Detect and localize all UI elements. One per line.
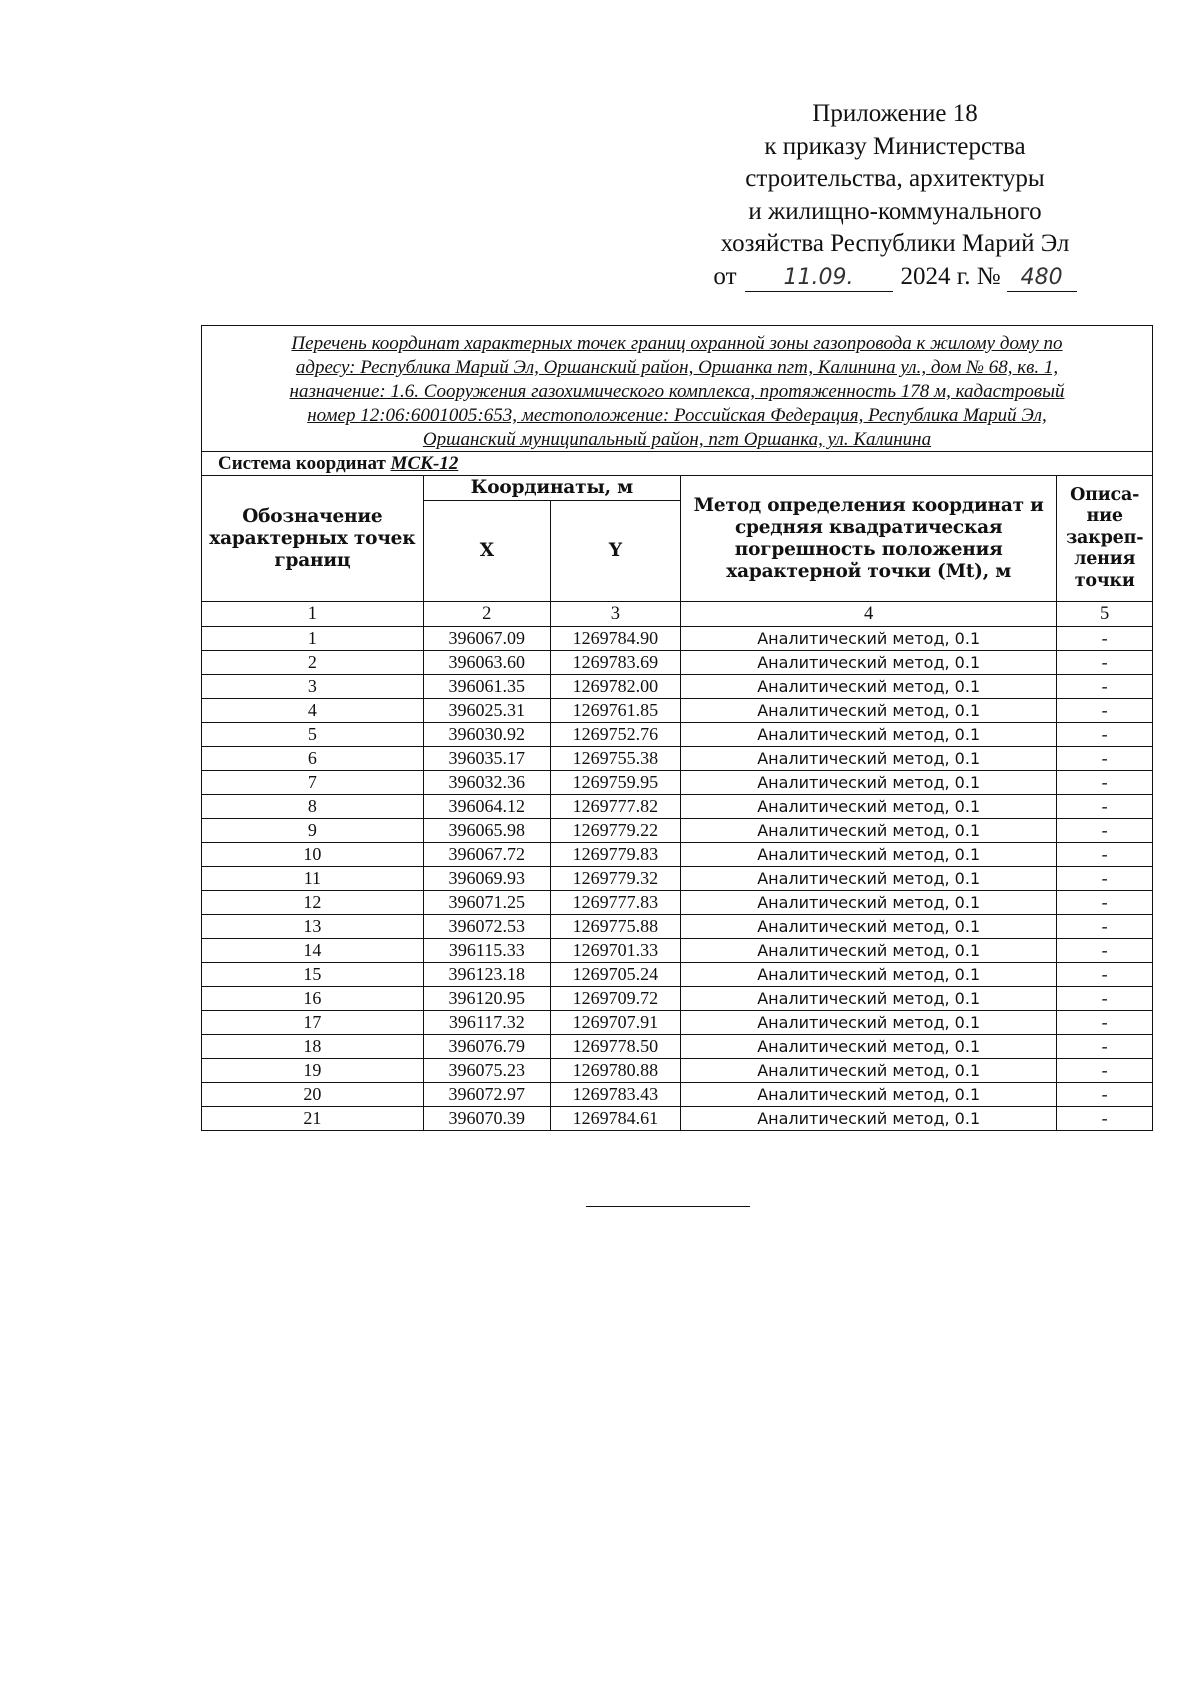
- method-cell: Аналитический метод, 0.1: [680, 891, 1056, 915]
- point-description-cell: -: [1057, 1011, 1152, 1035]
- header-line: хозяйства Республики Марий Эл: [720, 230, 1070, 257]
- table-row: [202, 867, 1152, 891]
- header-point-description: Описа-ние закреп-ления точки: [1057, 476, 1152, 602]
- method-cell: Аналитический метод, 0.1: [680, 771, 1056, 795]
- method-cell: Аналитический метод, 0.1: [680, 699, 1056, 723]
- column-number: 2: [423, 602, 550, 627]
- point-description-cell: -: [1057, 987, 1152, 1011]
- table-row: [202, 915, 1152, 939]
- coord-y-cell: 1269759.95: [550, 771, 680, 795]
- method-cell: Аналитический метод, 0.1: [680, 747, 1056, 771]
- method-cell: Аналитический метод, 0.1: [680, 963, 1056, 987]
- point-number-cell: 15: [202, 963, 423, 987]
- coord-x-cell: 396064.12: [423, 795, 550, 819]
- column-number: 1: [202, 602, 423, 627]
- point-number-cell: 8: [202, 795, 423, 819]
- coord-y-cell: 1269784.90: [550, 627, 680, 651]
- table-row: [202, 843, 1152, 867]
- method-cell: Аналитический метод, 0.1: [680, 867, 1056, 891]
- table-row: [202, 891, 1152, 915]
- coord-y-cell: 1269761.85: [550, 699, 680, 723]
- coord-x-cell: 396035.17: [423, 747, 550, 771]
- end-separator-line: [586, 1206, 750, 1207]
- coord-x-cell: 396072.97: [423, 1083, 550, 1107]
- point-number-cell: 1: [202, 627, 423, 651]
- method-cell: Аналитический метод, 0.1: [680, 939, 1056, 963]
- method-cell: Аналитический метод, 0.1: [680, 1011, 1056, 1035]
- point-description-cell: -: [1057, 627, 1152, 651]
- coord-x-cell: 396123.18: [423, 963, 550, 987]
- coord-y-cell: 1269705.24: [550, 963, 680, 987]
- coord-y-cell: 1269779.32: [550, 867, 680, 891]
- coord-y-cell: 1269780.88: [550, 1059, 680, 1083]
- coord-y-cell: 1269777.82: [550, 795, 680, 819]
- point-number-cell: 20: [202, 1083, 423, 1107]
- appendix-title: Приложение 18: [812, 100, 978, 127]
- table-row: [202, 699, 1152, 723]
- point-description-cell: -: [1057, 1083, 1152, 1107]
- point-description-cell: -: [1057, 891, 1152, 915]
- column-number: 5: [1057, 602, 1152, 627]
- point-number-cell: 18: [202, 1035, 423, 1059]
- method-cell: Аналитический метод, 0.1: [680, 1035, 1056, 1059]
- coord-y-cell: 1269755.38: [550, 747, 680, 771]
- coordinate-system-label: Система координат: [218, 453, 386, 474]
- point-number-cell: 13: [202, 915, 423, 939]
- coord-x-cell: 396069.93: [423, 867, 550, 891]
- point-description-cell: -: [1057, 1035, 1152, 1059]
- order-number-field: [1007, 263, 1077, 292]
- coord-x-cell: 396065.98: [423, 819, 550, 843]
- table-row: [202, 723, 1152, 747]
- point-number-cell: 9: [202, 819, 423, 843]
- coord-y-cell: 1269707.91: [550, 1011, 680, 1035]
- column-number: 3: [550, 602, 680, 627]
- header-method: Метод определения координат и средняя квадратическая погрешность положения характерной точки (Mt), м: [680, 476, 1056, 602]
- order-date-field: [745, 263, 893, 292]
- point-description-cell: -: [1057, 651, 1152, 675]
- coord-y-cell: 1269783.43: [550, 1083, 680, 1107]
- method-cell: Аналитический метод, 0.1: [680, 1083, 1056, 1107]
- point-number-cell: 5: [202, 723, 423, 747]
- point-number-cell: 21: [202, 1107, 423, 1131]
- point-description-cell: -: [1057, 819, 1152, 843]
- list-title-line: Оршанский муниципальный район, пгт Оршанка, ул. Калинина: [422, 429, 932, 450]
- header-line: к приказу Министерства: [764, 132, 1026, 160]
- point-number-cell: 11: [202, 867, 423, 891]
- coord-x-cell: 396115.33: [423, 939, 550, 963]
- point-description-cell: -: [1057, 843, 1152, 867]
- table-row: [202, 747, 1152, 771]
- point-description-cell: -: [1057, 699, 1152, 723]
- method-cell: Аналитический метод, 0.1: [680, 915, 1056, 939]
- coord-x-cell: 396067.09: [423, 627, 550, 651]
- point-description-cell: -: [1057, 1107, 1152, 1131]
- table-row: [202, 1011, 1152, 1035]
- header-coordinates: Координаты, м: [423, 476, 680, 501]
- column-number: 4: [680, 602, 1056, 627]
- coord-y-cell: 1269752.76: [550, 723, 680, 747]
- point-description-cell: -: [1057, 963, 1152, 987]
- order-line: [660, 261, 1130, 294]
- method-cell: Аналитический метод, 0.1: [680, 651, 1056, 675]
- coord-y-cell: 1269775.88: [550, 915, 680, 939]
- order-date: 11.09.: [783, 264, 854, 290]
- coord-x-cell: 396120.95: [423, 987, 550, 1011]
- method-cell: Аналитический метод, 0.1: [680, 819, 1056, 843]
- coord-x-cell: 396071.25: [423, 891, 550, 915]
- coord-y-cell: 1269701.33: [550, 939, 680, 963]
- list-title-line: назначение: 1.6. Сооружения газохимического комплекса, протяженность 178 м, кадастровый: [289, 381, 1065, 402]
- method-cell: Аналитический метод, 0.1: [680, 723, 1056, 747]
- coord-y-cell: 1269779.83: [550, 843, 680, 867]
- point-number-cell: 2: [202, 651, 423, 675]
- method-cell: Аналитический метод, 0.1: [680, 1107, 1056, 1131]
- point-description-cell: -: [1057, 771, 1152, 795]
- list-title-line: Перечень координат характерных точек границ охранной зоны газопровода к жилому дому по: [291, 333, 1063, 354]
- table-row: [202, 987, 1152, 1011]
- table-row: [202, 1107, 1152, 1131]
- table-row: [202, 1083, 1152, 1107]
- table-row: [202, 771, 1152, 795]
- table-row: [202, 939, 1152, 963]
- coord-y-cell: 1269782.00: [550, 675, 680, 699]
- coord-x-cell: 396075.23: [423, 1059, 550, 1083]
- method-cell: Аналитический метод, 0.1: [680, 843, 1056, 867]
- coord-x-cell: 396063.60: [423, 651, 550, 675]
- coord-x-cell: 396076.79: [423, 1035, 550, 1059]
- method-cell: Аналитический метод, 0.1: [680, 987, 1056, 1011]
- table-row: [202, 1059, 1152, 1083]
- point-number-cell: 16: [202, 987, 423, 1011]
- point-number-cell: 12: [202, 891, 423, 915]
- coord-y-cell: 1269778.50: [550, 1035, 680, 1059]
- point-description-cell: -: [1057, 915, 1152, 939]
- header-y: Y: [550, 501, 680, 602]
- coord-x-cell: 396030.92: [423, 723, 550, 747]
- table-row: [202, 675, 1152, 699]
- table-row: [202, 795, 1152, 819]
- coord-y-cell: 1269784.61: [550, 1107, 680, 1131]
- table-row: [202, 627, 1152, 651]
- header-point-designation: Обозначение характерных точек границ: [202, 476, 423, 602]
- point-number-cell: 3: [202, 675, 423, 699]
- method-cell: Аналитический метод, 0.1: [680, 627, 1056, 651]
- point-number-cell: 7: [202, 771, 423, 795]
- point-number-cell: 6: [202, 747, 423, 771]
- point-description-cell: -: [1057, 675, 1152, 699]
- coordinates-document-frame: [201, 325, 1153, 1131]
- list-title-line: номер 12:06:6001005:653, местоположение: Российская Федерация, Республика Марий Эл,: [307, 405, 1047, 426]
- point-number-cell: 4: [202, 699, 423, 723]
- order-year: 2024 г. №: [900, 262, 1001, 290]
- point-description-cell: -: [1057, 867, 1152, 891]
- method-cell: Аналитический метод, 0.1: [680, 795, 1056, 819]
- method-cell: Аналитический метод, 0.1: [680, 675, 1056, 699]
- coord-x-cell: 396067.72: [423, 843, 550, 867]
- point-description-cell: -: [1057, 723, 1152, 747]
- coordinate-system-row: [202, 452, 1152, 476]
- header-x: X: [423, 501, 550, 602]
- coord-x-cell: 396072.53: [423, 915, 550, 939]
- list-title-line: адресу: Республика Марий Эл, Оршанский район, Оршанка пгт, Калинина ул., дом № 68, кв. 1,: [295, 357, 1059, 378]
- list-title: [202, 326, 1152, 452]
- point-number-cell: 19: [202, 1059, 423, 1083]
- table-row: [202, 651, 1152, 675]
- header-line: и жилищно-коммунального: [748, 197, 1042, 225]
- point-description-cell: -: [1057, 1059, 1152, 1083]
- order-prefix: от: [713, 262, 737, 290]
- order-number: 480: [1020, 264, 1063, 290]
- point-number-cell: 14: [202, 939, 423, 963]
- coordinates-table: [202, 476, 1152, 1130]
- point-description-cell: -: [1057, 747, 1152, 771]
- method-cell: Аналитический метод, 0.1: [680, 1059, 1056, 1083]
- coord-x-cell: 396032.36: [423, 771, 550, 795]
- point-number-cell: 17: [202, 1011, 423, 1035]
- coord-x-cell: 396061.35: [423, 675, 550, 699]
- point-number-cell: 10: [202, 843, 423, 867]
- point-description-cell: -: [1057, 795, 1152, 819]
- coord-y-cell: 1269709.72: [550, 987, 680, 1011]
- table-row: [202, 963, 1152, 987]
- coordinate-system-value: МСК-12: [390, 453, 459, 474]
- header-line: строительства, архитектуры: [745, 165, 1045, 192]
- point-description-cell: -: [1057, 939, 1152, 963]
- coord-y-cell: 1269779.22: [550, 819, 680, 843]
- coord-x-cell: 396070.39: [423, 1107, 550, 1131]
- coord-y-cell: 1269783.69: [550, 651, 680, 675]
- coord-x-cell: 396117.32: [423, 1011, 550, 1035]
- coord-y-cell: 1269777.83: [550, 891, 680, 915]
- appendix-header: [660, 98, 1130, 293]
- table-row: [202, 1035, 1152, 1059]
- table-row: [202, 819, 1152, 843]
- coord-x-cell: 396025.31: [423, 699, 550, 723]
